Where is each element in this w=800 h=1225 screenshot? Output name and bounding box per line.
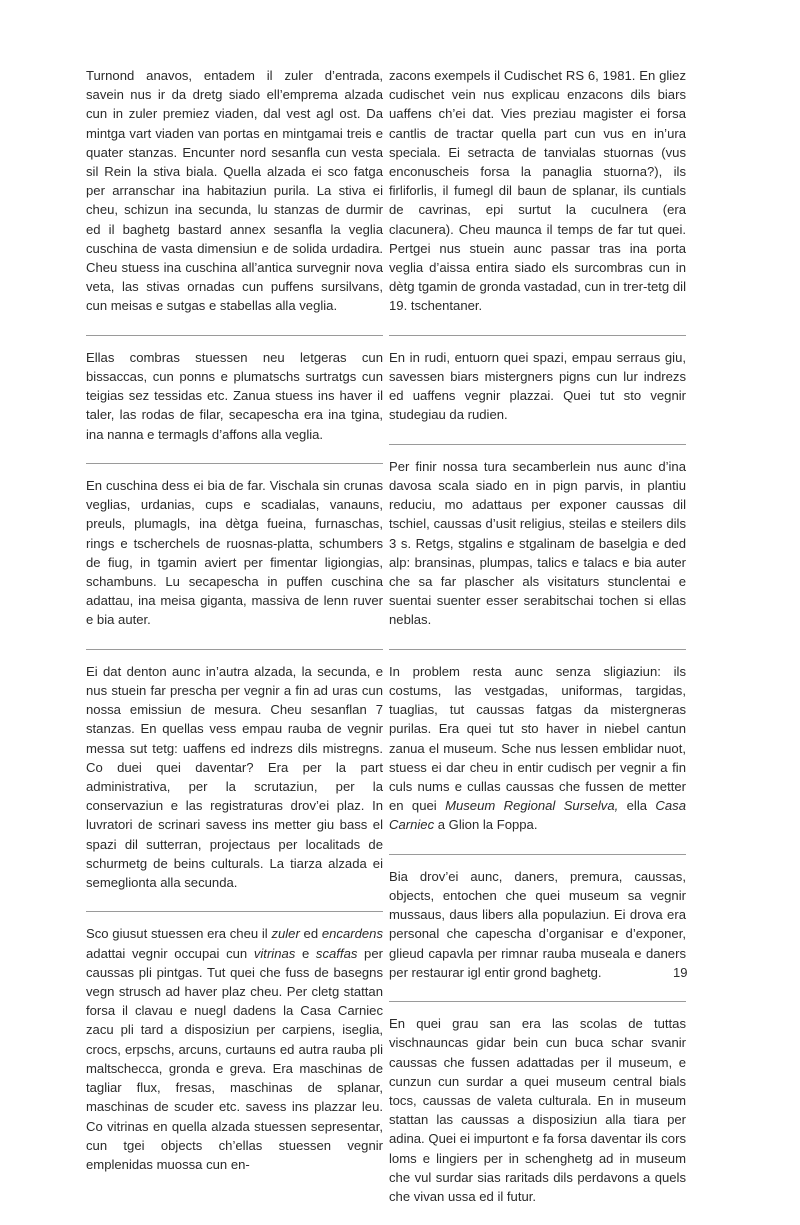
left-paragraph-4: Ei dat denton aunc in’autra alzada, la secunda, e nus stuein far prescha per vegnir a fin ad uras cun nossa emissiun de mesura. Cheu sesanflan 7 stanzas. En quellas vess empau rauba de vegnir messa sut tetg: uaffens ed indrezs dils mistregns. Co duei quei daventar? Era per la part administrativa, per la scrutaziun, per la conservaziun e las registraturas drov’ei plaz. In luvratori de scrinari savess ins metter giu bass el spazi dil sutterran, projectaus per localitads de schurmetg de beins culturals. La tiarza alzada ei semeglionta alla secunda. xyxy=(86,649,383,892)
right-paragraph-1: zacons exempels il Cudischet RS 6, 1981. En gliez cudischet vein nus explicau enzacons dils biars uaffens ch’ei dat. Vies preziau magister ei forsa cantlis de tractar quella part cun vus en in’ura speciala. Ei setracta de tanvialas stuornas (vus enconuscheis forsa la panaglia stuorna?), ils firliforlis, il fumegl dil baun de splanar, ils cuntials de cavrinas, epi surtut la cuculnera (era clacunera). Cheu maunca il temps de far tut quei. Pertgei nus stuein aunc passar tras ina porta veglia d’aissa entira siado els surcombras cun in dètg tgamin de gronda vastadad, cun in trer-tetg dil 19. tschentaner. xyxy=(389,68,686,314)
italic-term: zuler xyxy=(271,926,300,942)
left-paragraph-3: En cuschina dess ei bia de far. Vischala sin crunas veglias, urdanias, cups e scadialas, vanauns, preuls, plumagls, ina dètga fueina, furnaschas, rings e tscherchels de ruosnas-platta, schumbers de fiug, in tgamin aviert per fimentar ligiongias, schambuns. Lu secapescha in puffen cuschina adattau, ina meisa giganta, massiva de lenn ruver e bia auter. xyxy=(86,463,383,630)
page-number: 19 xyxy=(673,965,688,980)
right-paragraph-4 xyxy=(389,649,686,835)
text-run: per caussas pli pintgas. Tut quei che fuss de basegns vegn strusch ad haver plaz cheu. Per cletg stattan forsa il clavau e nuegl dadens la Casa Carniec zacu pli tard a disposiziun per carpiens, iseglia, crocs, erpschs, arcuns, curtauns ed autra rauba pli maltschecca, gronda e greva. Era maschinas de tagliar flux, fresas, maschinas de splanar, maschinas de scuder etc. savess ins plazzar leu. Co vitrinas en quella alzada stuessen sepresentar, cun tgei objects ch’ellas stuessen vegnir emplenidas muossa cun en- xyxy=(86,945,383,1172)
left-column xyxy=(86,66,383,1193)
left-paragraph-1: Turnond anavos, entadem il zuler d’entrada, savein nus ir da dretg siado ell’emprema alzada cun in zuler premiez viaden, dal vest agl ost. Da mintga vart viaden van portas en mintgamai treis e quater stanzas. Encunter nord sesanfla cun vesta sil Rein la stiva biala. Quella alzada ei sco fatga per arranschar ina habitaziun purila. La stiva ei cheu, schizun ina secunda, lu stanzas de durmir ed il baghetg bastard annex sesanfla la veglia cuschina de vasta dimensiun e de solida urdadira. Cheu stuess ina cuschina all’antica survegnir nova veta, las stivas ornadas cun puffens sursilvans, cun meisas e sutgas e stabellas alla veglia. xyxy=(86,68,383,314)
right-paragraph-3: Per finir nossa tura secamberlein nus aunc d’ina davosa scala siado en in pign parvis, in plantiu reduciu, mo adattaus per exponer caussas dil tschiel, caussas d’usit religius, steilas e steilers dils 3 s. Retgs, stgalins e stgalinam de baselgia e ded alp: bransinas, plumpas, talics e talacs e bia auter che sa far plascher als visitaturs stunclentai e suentai suenter esser serabitschai tochen si ellas neblas. xyxy=(389,444,686,630)
left-paragraph-5 xyxy=(86,911,383,1174)
right-paragraph-6: En quei grau san era las scolas de tuttas vischnauncas gidar bein cun buca schar svanir caussas che fussen adattadas per il museum, e cunzun cun surdar a quei museum central bials tocs, caussas de valeta culturala. En in museum stattan las caussas a disposiziun alla tiara per adina. Quei ei impurtont e fa forsa daventar ils cors loms e lingiers per in schenghetg ad in museum che vul surdar sias raritads dils perdavons a quels che vivan ussa ed il futur. xyxy=(389,1001,686,1206)
italic-term: encardens xyxy=(321,926,384,942)
right-paragraph-5: Bia drov’ei aunc, daners, premura, caussas, objects, entochen che quei museum sa vegnir mussaus, daus libers alla populaziun. Ei drova era personal che capescha d’organisar e d’exponer, glieud capavla per rimnar rauba museala e daners per restaurar igl entir grond baghetg. xyxy=(389,854,686,982)
text-run: Sco giusut stuessen era cheu il xyxy=(86,926,272,942)
left-paragraph-2: Ellas combras stuessen neu letgeras cun bissaccas, cun ponns e plumatschs surtratgs cun teigias sez tessidas etc. Zanua stuess ins haver il taler, las rodas de filar, secapescha era ina tgina, ina nanna e termagls d’affons alla veglia. xyxy=(86,335,383,444)
text-run: ella xyxy=(618,798,656,814)
italic-term: scaffas xyxy=(315,945,358,961)
right-paragraph-2: En in rudi, entuorn quei spazi, empau serraus giu, savessen biars mistergners pigns cun lur indrezs ed uaffens vegnir plazzai. Quei tut sto vegnir studegiau da rudien. xyxy=(389,335,686,425)
text-run: ed xyxy=(299,926,322,942)
italic-term: Casa Carniec xyxy=(389,798,686,833)
text-run: adattai vegnir occupai cun xyxy=(86,945,254,961)
italic-term: vitrinas xyxy=(253,945,296,961)
italic-term: Museum Regional Surselva, xyxy=(445,798,619,814)
right-column xyxy=(389,66,686,1225)
text-run: In problem resta aunc senza sligiaziun: ils costums, las vestgadas, uniformas, targidas, tuaglias, tut caussas fatgas da mistergneras purilas. Era quei tut sto haver in niebel cantun zanua el museum. Sche nus lessen emblidar nuot, stuess ei dar cheu in entir cudisch per vegnir a fin culs nums e cullas caussas che fussen de metter en quei xyxy=(389,663,686,814)
text-run: e xyxy=(295,945,316,961)
text-run: a Glion la Foppa. xyxy=(434,817,538,833)
